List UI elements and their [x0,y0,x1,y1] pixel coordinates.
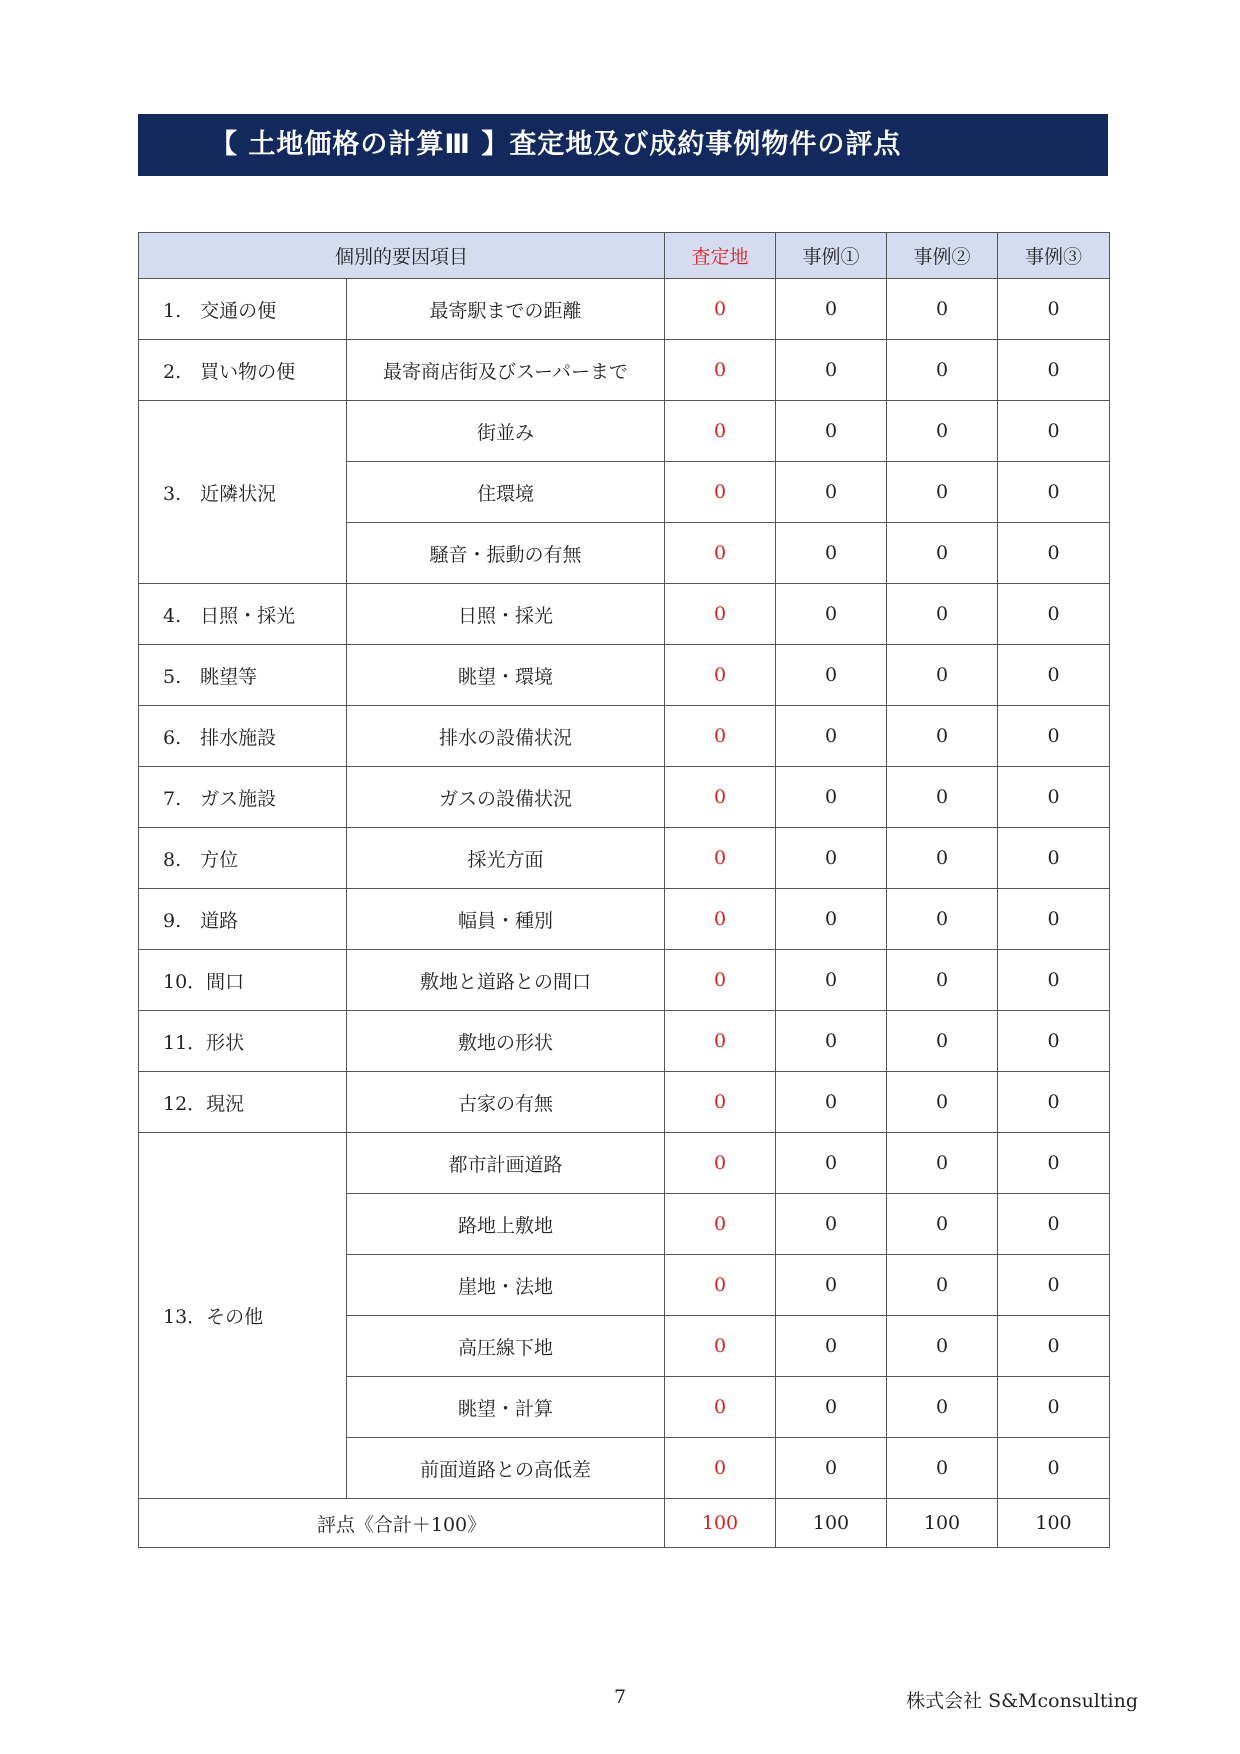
item-cell: 最寄駅までの距離 [347,279,665,340]
case3-score: 0 [998,279,1110,340]
case3-score: 0 [998,1011,1110,1072]
case2-score: 0 [887,584,998,645]
header-case1: 事例① [776,233,887,279]
case1-score: 0 [776,1072,887,1133]
subject-score: 0 [665,706,776,767]
table-header-row [139,233,1110,279]
case1-score: 0 [776,645,887,706]
case3-score: 0 [998,1377,1110,1438]
header-subject: 査定地 [665,233,776,279]
item-cell: 敷地と道路との間口 [347,950,665,1011]
table-row [139,584,1110,645]
subject-score: 0 [665,889,776,950]
case2-score: 0 [887,1255,998,1316]
header-factor: 個別的要因項目 [139,233,665,279]
case2-score: 0 [887,828,998,889]
case3-score: 0 [998,950,1110,1011]
subject-score: 0 [665,584,776,645]
item-cell: 高圧線下地 [347,1316,665,1377]
case2-score: 0 [887,1133,998,1194]
case2-score: 0 [887,401,998,462]
case3-score: 0 [998,645,1110,706]
category-cell: 12．現況 [139,1072,347,1133]
item-cell: ガスの設備状況 [347,767,665,828]
item-cell: 前面道路との高低差 [347,1438,665,1499]
case2-score: 0 [887,279,998,340]
score-table [138,232,1110,1548]
table-row [139,706,1110,767]
total-case2: 100 [887,1499,998,1548]
subject-score: 0 [665,645,776,706]
case3-score: 0 [998,767,1110,828]
company-name: 株式会社 S&Mconsulting [906,1690,1138,1712]
page-title: 【 土地価格の計算Ⅲ 】査定地及び成約事例物件の評点 [138,114,1108,176]
case2-score: 0 [887,1316,998,1377]
case1-score: 0 [776,1255,887,1316]
case1-score: 0 [776,1011,887,1072]
item-cell: 採光方面 [347,828,665,889]
total-case1: 100 [776,1499,887,1548]
case3-score: 0 [998,1316,1110,1377]
case2-score: 0 [887,462,998,523]
case2-score: 0 [887,645,998,706]
case1-score: 0 [776,889,887,950]
item-cell: 敷地の形状 [347,1011,665,1072]
case3-score: 0 [998,828,1110,889]
category-cell: 2. 買い物の便 [139,340,347,401]
case1-score: 0 [776,1133,887,1194]
item-cell: 都市計画道路 [347,1133,665,1194]
case3-score: 0 [998,584,1110,645]
case1-score: 0 [776,584,887,645]
header-case2: 事例② [887,233,998,279]
case1-score: 0 [776,1377,887,1438]
subject-score: 0 [665,1255,776,1316]
case3-score: 0 [998,1255,1110,1316]
item-cell: 日照・採光 [347,584,665,645]
case1-score: 0 [776,340,887,401]
case2-score: 0 [887,767,998,828]
subject-score: 0 [665,767,776,828]
table-row [139,767,1110,828]
category-cell: 9. 道路 [139,889,347,950]
case1-score: 0 [776,462,887,523]
table-row [139,950,1110,1011]
category-cell: 4. 日照・採光 [139,584,347,645]
subject-score: 0 [665,1011,776,1072]
subject-score: 0 [665,828,776,889]
category-cell: 13．その他 [139,1133,347,1499]
case3-score: 0 [998,401,1110,462]
case1-score: 0 [776,401,887,462]
category-cell: 8. 方位 [139,828,347,889]
case3-score: 0 [998,889,1110,950]
header-case3: 事例③ [998,233,1110,279]
case1-score: 0 [776,1194,887,1255]
subject-score: 0 [665,1316,776,1377]
case1-score: 0 [776,1438,887,1499]
case1-score: 0 [776,706,887,767]
case2-score: 0 [887,523,998,584]
case1-score: 0 [776,1316,887,1377]
category-cell: 1. 交通の便 [139,279,347,340]
item-cell: 騒音・振動の有無 [347,523,665,584]
item-cell: 排水の設備状況 [347,706,665,767]
total-subject: 100 [665,1499,776,1548]
case3-score: 0 [998,1133,1110,1194]
case2-score: 0 [887,1194,998,1255]
case2-score: 0 [887,1072,998,1133]
case1-score: 0 [776,279,887,340]
subject-score: 0 [665,1072,776,1133]
case2-score: 0 [887,340,998,401]
category-cell: 7. ガス施設 [139,767,347,828]
table-row [139,279,1110,340]
subject-score: 0 [665,1377,776,1438]
case3-score: 0 [998,1194,1110,1255]
subject-score: 0 [665,462,776,523]
subject-score: 0 [665,401,776,462]
case3-score: 0 [998,462,1110,523]
case2-score: 0 [887,1011,998,1072]
case2-score: 0 [887,889,998,950]
total-label: 評点《合計＋100》 [139,1499,665,1548]
item-cell: 路地上敷地 [347,1194,665,1255]
case2-score: 0 [887,950,998,1011]
table-row [139,1072,1110,1133]
subject-score: 0 [665,340,776,401]
item-cell: 住環境 [347,462,665,523]
category-cell: 3. 近隣状況 [139,401,347,584]
item-cell: 眺望・環境 [347,645,665,706]
subject-score: 0 [665,950,776,1011]
table-row [139,828,1110,889]
table-row [139,401,1110,462]
case1-score: 0 [776,767,887,828]
case1-score: 0 [776,828,887,889]
case3-score: 0 [998,523,1110,584]
case3-score: 0 [998,340,1110,401]
item-cell: 幅員・種別 [347,889,665,950]
table-row [139,1133,1110,1194]
case1-score: 0 [776,950,887,1011]
table-row [139,340,1110,401]
subject-score: 0 [665,1133,776,1194]
item-cell: 崖地・法地 [347,1255,665,1316]
table-row [139,645,1110,706]
category-cell: 11．形状 [139,1011,347,1072]
item-cell: 最寄商店街及びスーパーまで [347,340,665,401]
total-row [139,1499,1110,1548]
category-cell: 5. 眺望等 [139,645,347,706]
subject-score: 0 [665,279,776,340]
case3-score: 0 [998,1072,1110,1133]
subject-score: 0 [665,523,776,584]
subject-score: 0 [665,1438,776,1499]
subject-score: 0 [665,1194,776,1255]
category-cell: 10．間口 [139,950,347,1011]
case2-score: 0 [887,1377,998,1438]
case3-score: 0 [998,1438,1110,1499]
case3-score: 0 [998,706,1110,767]
case2-score: 0 [887,1438,998,1499]
case1-score: 0 [776,523,887,584]
category-cell: 6. 排水施設 [139,706,347,767]
case2-score: 0 [887,706,998,767]
table-row [139,1011,1110,1072]
page-number: 7 [613,1686,627,1708]
item-cell: 古家の有無 [347,1072,665,1133]
total-case3: 100 [998,1499,1110,1548]
table-row [139,889,1110,950]
item-cell: 眺望・計算 [347,1377,665,1438]
item-cell: 街並み [347,401,665,462]
